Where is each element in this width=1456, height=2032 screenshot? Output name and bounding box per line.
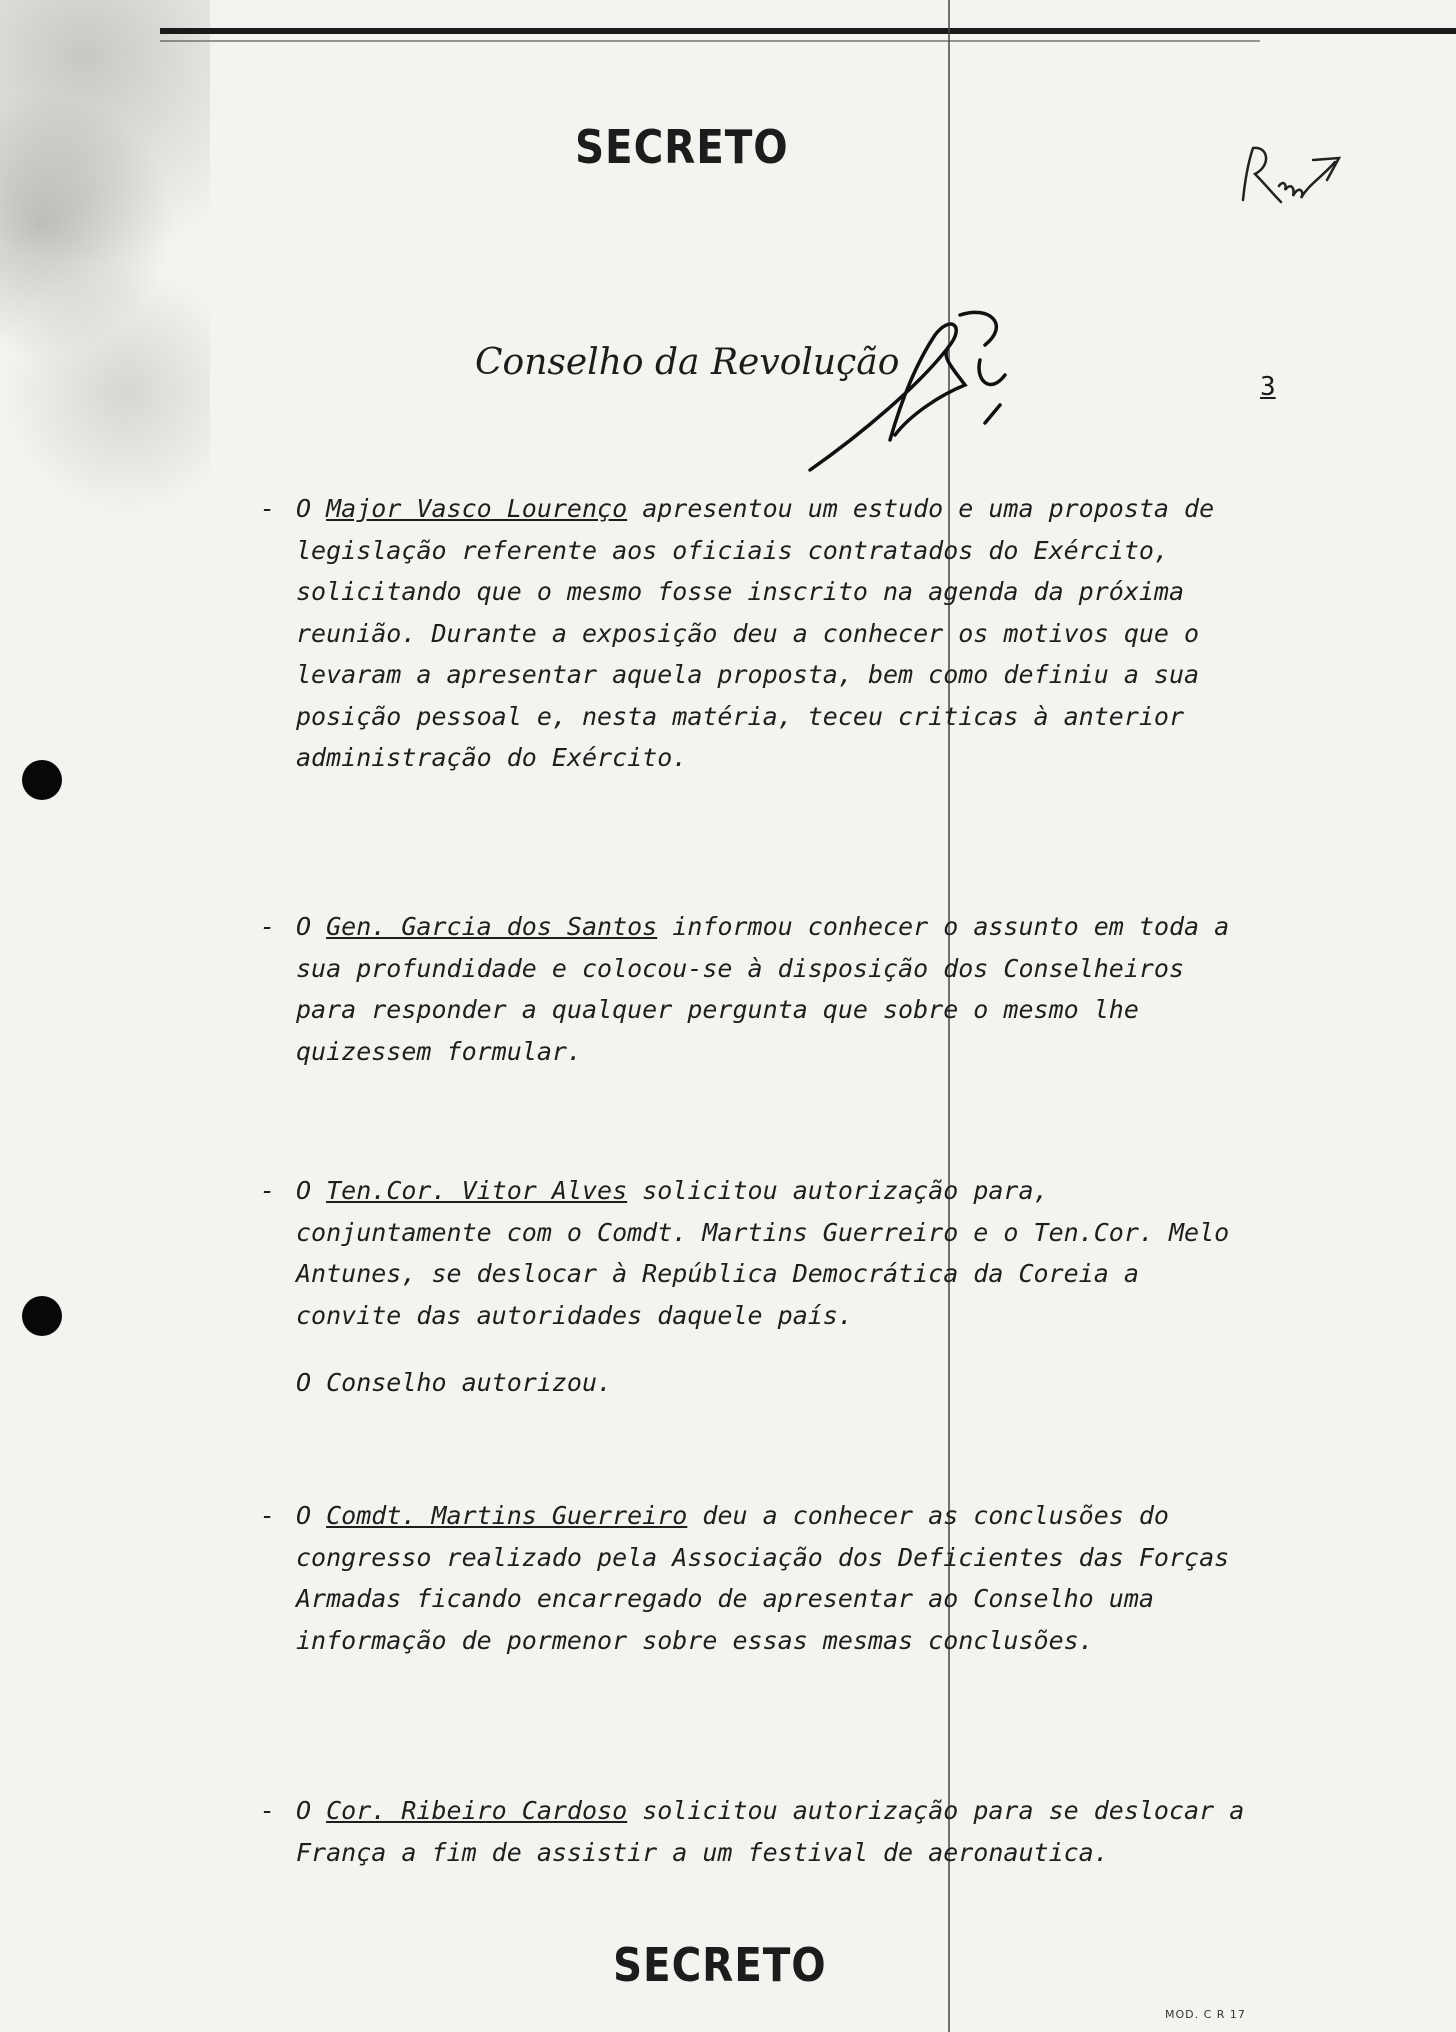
item-dash: -: [260, 1796, 276, 1825]
item-dash: -: [260, 1176, 276, 1205]
item-dash: -: [260, 1501, 276, 1530]
item-text: solicitou autorização para, conjuntamente com o Comdt. Martins Guerreiro e o Ten.Cor. Melo Antunes, se deslocar à República Democrática da Coreia a convite das autoridades daquele país.: [296, 1176, 1230, 1330]
item-text: deu a conhecer as conclusões do congresso realizado pela Associação dos Deficientes das Forças Armadas ficando encarregado de apresentar ao Conselho uma informação de pormenor sobre essas mesmas conclusões.: [296, 1501, 1230, 1655]
punch-hole-lower: [22, 1296, 62, 1336]
classification-bottom: SECRETO: [613, 1938, 827, 1992]
speaker-name: Cor. Ribeiro Cardoso: [326, 1796, 628, 1825]
item-dash: -: [260, 912, 276, 941]
initials-signature: [1235, 140, 1345, 220]
item-text: informou conhecer o assunto em toda a sua profundidade e colocou-se à disposição dos Conselheiros para responder a qualquer pergunta que sobre o mesmo lhe quizessem formular.: [296, 912, 1230, 1066]
speaker-name: Major Vasco Lourenço: [326, 494, 628, 523]
form-code: MOD. C R 17: [1165, 2008, 1246, 2021]
letterhead-council: Conselho da Revolução: [475, 342, 900, 383]
speaker-name: Gen. Garcia dos Santos: [326, 912, 658, 941]
minute-item-3: [260, 1170, 1250, 1336]
item-prefix: O: [296, 1176, 327, 1205]
minute-item-1: [260, 488, 1250, 779]
large-signature: [800, 305, 1030, 475]
punch-hole-upper: [22, 760, 62, 800]
speaker-name: Ten.Cor. Vitor Alves: [326, 1176, 628, 1205]
item-text: apresentou um estudo e uma proposta de legislação referente aos oficiais contratados do Exército, solicitando que o mesmo fosse inscrito na agenda da próxima reunião. Durante a exposição deu a conhecer os motivos que o levaram a apresentar aquela proposta, bem como definiu a sua posição pessoal e, nesta matéria, teceu criticas à anterior administração do Exército.: [296, 494, 1215, 772]
top-edge-line: [160, 28, 1456, 34]
classification-top: SECRETO: [575, 120, 789, 174]
item-prefix: O: [296, 912, 327, 941]
item-prefix: O: [296, 1501, 327, 1530]
minute-item-4: [260, 1495, 1250, 1661]
item-prefix: O: [296, 494, 327, 523]
page-number: 3: [1260, 372, 1276, 402]
top-edge-line-secondary: [160, 40, 1260, 42]
scan-noise: [0, 0, 210, 560]
minute-item-5: [260, 1790, 1250, 1873]
item-text: solicitou autorização para se deslocar a França a fim de assistir a um festival de aeronautica.: [296, 1796, 1245, 1867]
item-prefix: O: [296, 1796, 327, 1825]
speaker-name: Comdt. Martins Guerreiro: [326, 1501, 688, 1530]
item-dash: -: [260, 494, 276, 523]
minute-item-2: [260, 906, 1250, 1072]
council-authorized-note: O Conselho autorizou.: [296, 1368, 613, 1397]
